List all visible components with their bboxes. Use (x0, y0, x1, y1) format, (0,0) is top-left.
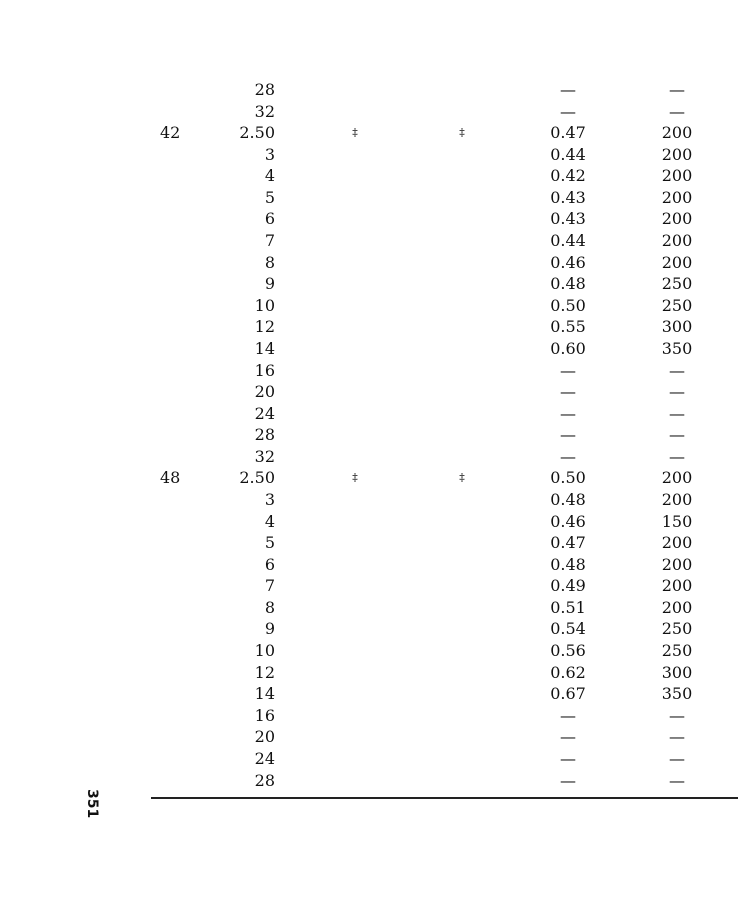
table-row (0, 662, 738, 684)
quantity-cell: 200 (661, 468, 693, 488)
size-cell: 32 (254, 101, 275, 121)
value-cell: — (560, 101, 576, 121)
value-cell: — (560, 360, 576, 380)
size-cell: 10 (254, 641, 275, 661)
quantity-cell: 200 (661, 533, 693, 553)
value-cell: 0.46 (550, 252, 586, 272)
size-cell: 12 (254, 662, 275, 682)
size-cell: 7 (264, 576, 275, 596)
table-row (0, 381, 738, 403)
size-cell: 3 (264, 489, 275, 509)
table-row (0, 554, 738, 576)
size-cell: 5 (264, 533, 275, 553)
data-table (0, 79, 738, 791)
size-cell: 28 (254, 425, 275, 445)
size-cell: 16 (254, 705, 275, 725)
size-cell: 4 (264, 511, 275, 531)
value-cell: 0.67 (550, 684, 586, 704)
quantity-cell: — (669, 425, 685, 445)
diameter-cell: 48 (160, 468, 181, 488)
table-row (0, 122, 738, 144)
table-row (0, 511, 738, 533)
value-cell: 0.50 (550, 295, 586, 315)
table-row (0, 446, 738, 468)
table-row (0, 575, 738, 597)
value-cell: — (560, 705, 576, 725)
quantity-cell: — (669, 705, 685, 725)
quantity-cell: 300 (661, 662, 693, 682)
value-cell: — (560, 80, 576, 99)
value-cell: — (560, 446, 576, 466)
value-cell: 0.60 (550, 338, 586, 358)
table-row (0, 230, 738, 252)
value-cell: 0.55 (550, 317, 586, 337)
table-bottom-rule (151, 797, 738, 799)
quantity-cell: — (669, 101, 685, 121)
table-row (0, 273, 738, 295)
size-cell: 16 (254, 360, 275, 380)
quantity-cell: — (669, 727, 685, 747)
value-cell: 0.51 (550, 597, 586, 617)
table-row (0, 165, 738, 187)
quantity-cell: 350 (661, 338, 693, 358)
diameter-cell: 42 (160, 123, 181, 143)
quantity-cell: 200 (661, 166, 693, 186)
value-cell: 0.54 (550, 619, 586, 639)
quantity-cell: 350 (661, 684, 693, 704)
table-row (0, 79, 738, 101)
size-cell: 4 (264, 166, 275, 186)
quantity-cell: — (669, 748, 685, 768)
value-cell: — (560, 748, 576, 768)
value-cell: 0.43 (550, 187, 586, 207)
value-cell: 0.49 (550, 576, 586, 596)
quantity-cell: — (669, 403, 685, 423)
size-cell: 10 (254, 295, 275, 315)
quantity-cell: — (669, 360, 685, 380)
quantity-cell: — (669, 770, 685, 790)
table-row (0, 403, 738, 425)
table-row (0, 748, 738, 770)
table-row (0, 295, 738, 317)
size-cell: 8 (264, 597, 275, 617)
size-cell: 28 (254, 770, 275, 790)
value-cell: 0.42 (550, 166, 586, 186)
quantity-cell: 250 (661, 641, 693, 661)
size-cell: 6 (264, 554, 275, 574)
table-row (0, 640, 738, 662)
size-cell: 14 (254, 338, 275, 358)
value-cell: 0.48 (550, 489, 586, 509)
table-row (0, 532, 738, 554)
table-row (0, 726, 738, 748)
quantity-cell: 200 (661, 489, 693, 509)
size-cell: 5 (264, 187, 275, 207)
quantity-cell: 200 (661, 252, 693, 272)
quantity-cell: 250 (661, 619, 693, 639)
quantity-cell: 200 (661, 144, 693, 164)
table-row (0, 597, 738, 619)
size-cell: 12 (254, 317, 275, 337)
quantity-cell: — (669, 80, 685, 99)
table-row (0, 618, 738, 640)
size-cell: 9 (264, 274, 275, 294)
value-cell: 0.56 (550, 641, 586, 661)
size-cell: 24 (254, 748, 275, 768)
size-cell: 20 (254, 727, 275, 747)
quantity-cell: 150 (661, 511, 693, 531)
value-cell: 0.62 (550, 662, 586, 682)
table-row (0, 338, 738, 360)
quantity-cell: 200 (661, 209, 693, 229)
table-row (0, 489, 738, 511)
quantity-cell: — (669, 446, 685, 466)
value-cell: — (560, 770, 576, 790)
value-cell: — (560, 727, 576, 747)
table-row (0, 187, 738, 209)
value-cell: 0.50 (550, 468, 586, 488)
value-cell: 0.43 (550, 209, 586, 229)
size-cell: 24 (254, 403, 275, 423)
value-cell: 0.48 (550, 274, 586, 294)
value-cell: — (560, 382, 576, 402)
footnote-mark-cell: ‡ (352, 471, 358, 485)
value-cell: — (560, 403, 576, 423)
table-row (0, 316, 738, 338)
size-cell: 6 (264, 209, 275, 229)
value-cell: 0.47 (550, 533, 586, 553)
value-cell: 0.48 (550, 554, 586, 574)
quantity-cell: 200 (661, 554, 693, 574)
table-row (0, 252, 738, 274)
table-row (0, 424, 738, 446)
quantity-cell: 200 (661, 231, 693, 251)
size-cell: 2.50 (239, 123, 275, 143)
footnote-mark-cell: ‡ (459, 471, 465, 485)
table-row (0, 770, 738, 792)
table-row (0, 208, 738, 230)
size-cell: 9 (264, 619, 275, 639)
table-row (0, 705, 738, 727)
footnote-mark-cell: ‡ (459, 126, 465, 140)
value-cell: 0.46 (550, 511, 586, 531)
value-cell: — (560, 425, 576, 445)
quantity-cell: 250 (661, 295, 693, 315)
size-cell: 8 (264, 252, 275, 272)
value-cell: 0.44 (550, 144, 586, 164)
page-number: 351 (84, 789, 100, 819)
size-cell: 7 (264, 231, 275, 251)
quantity-cell: — (669, 382, 685, 402)
table-row (0, 683, 738, 705)
value-cell: 0.47 (550, 123, 586, 143)
size-cell: 14 (254, 684, 275, 704)
size-cell: 2.50 (239, 468, 275, 488)
quantity-cell: 250 (661, 274, 693, 294)
table-row (0, 144, 738, 166)
quantity-cell: 200 (661, 597, 693, 617)
table-row (0, 101, 738, 123)
quantity-cell: 200 (661, 123, 693, 143)
table-row (0, 360, 738, 382)
table-row (0, 467, 738, 489)
quantity-cell: 200 (661, 576, 693, 596)
quantity-cell: 200 (661, 187, 693, 207)
size-cell: 28 (254, 80, 275, 99)
size-cell: 20 (254, 382, 275, 402)
value-cell: 0.44 (550, 231, 586, 251)
size-cell: 3 (264, 144, 275, 164)
quantity-cell: 300 (661, 317, 693, 337)
size-cell: 32 (254, 446, 275, 466)
footnote-mark-cell: ‡ (352, 126, 358, 140)
